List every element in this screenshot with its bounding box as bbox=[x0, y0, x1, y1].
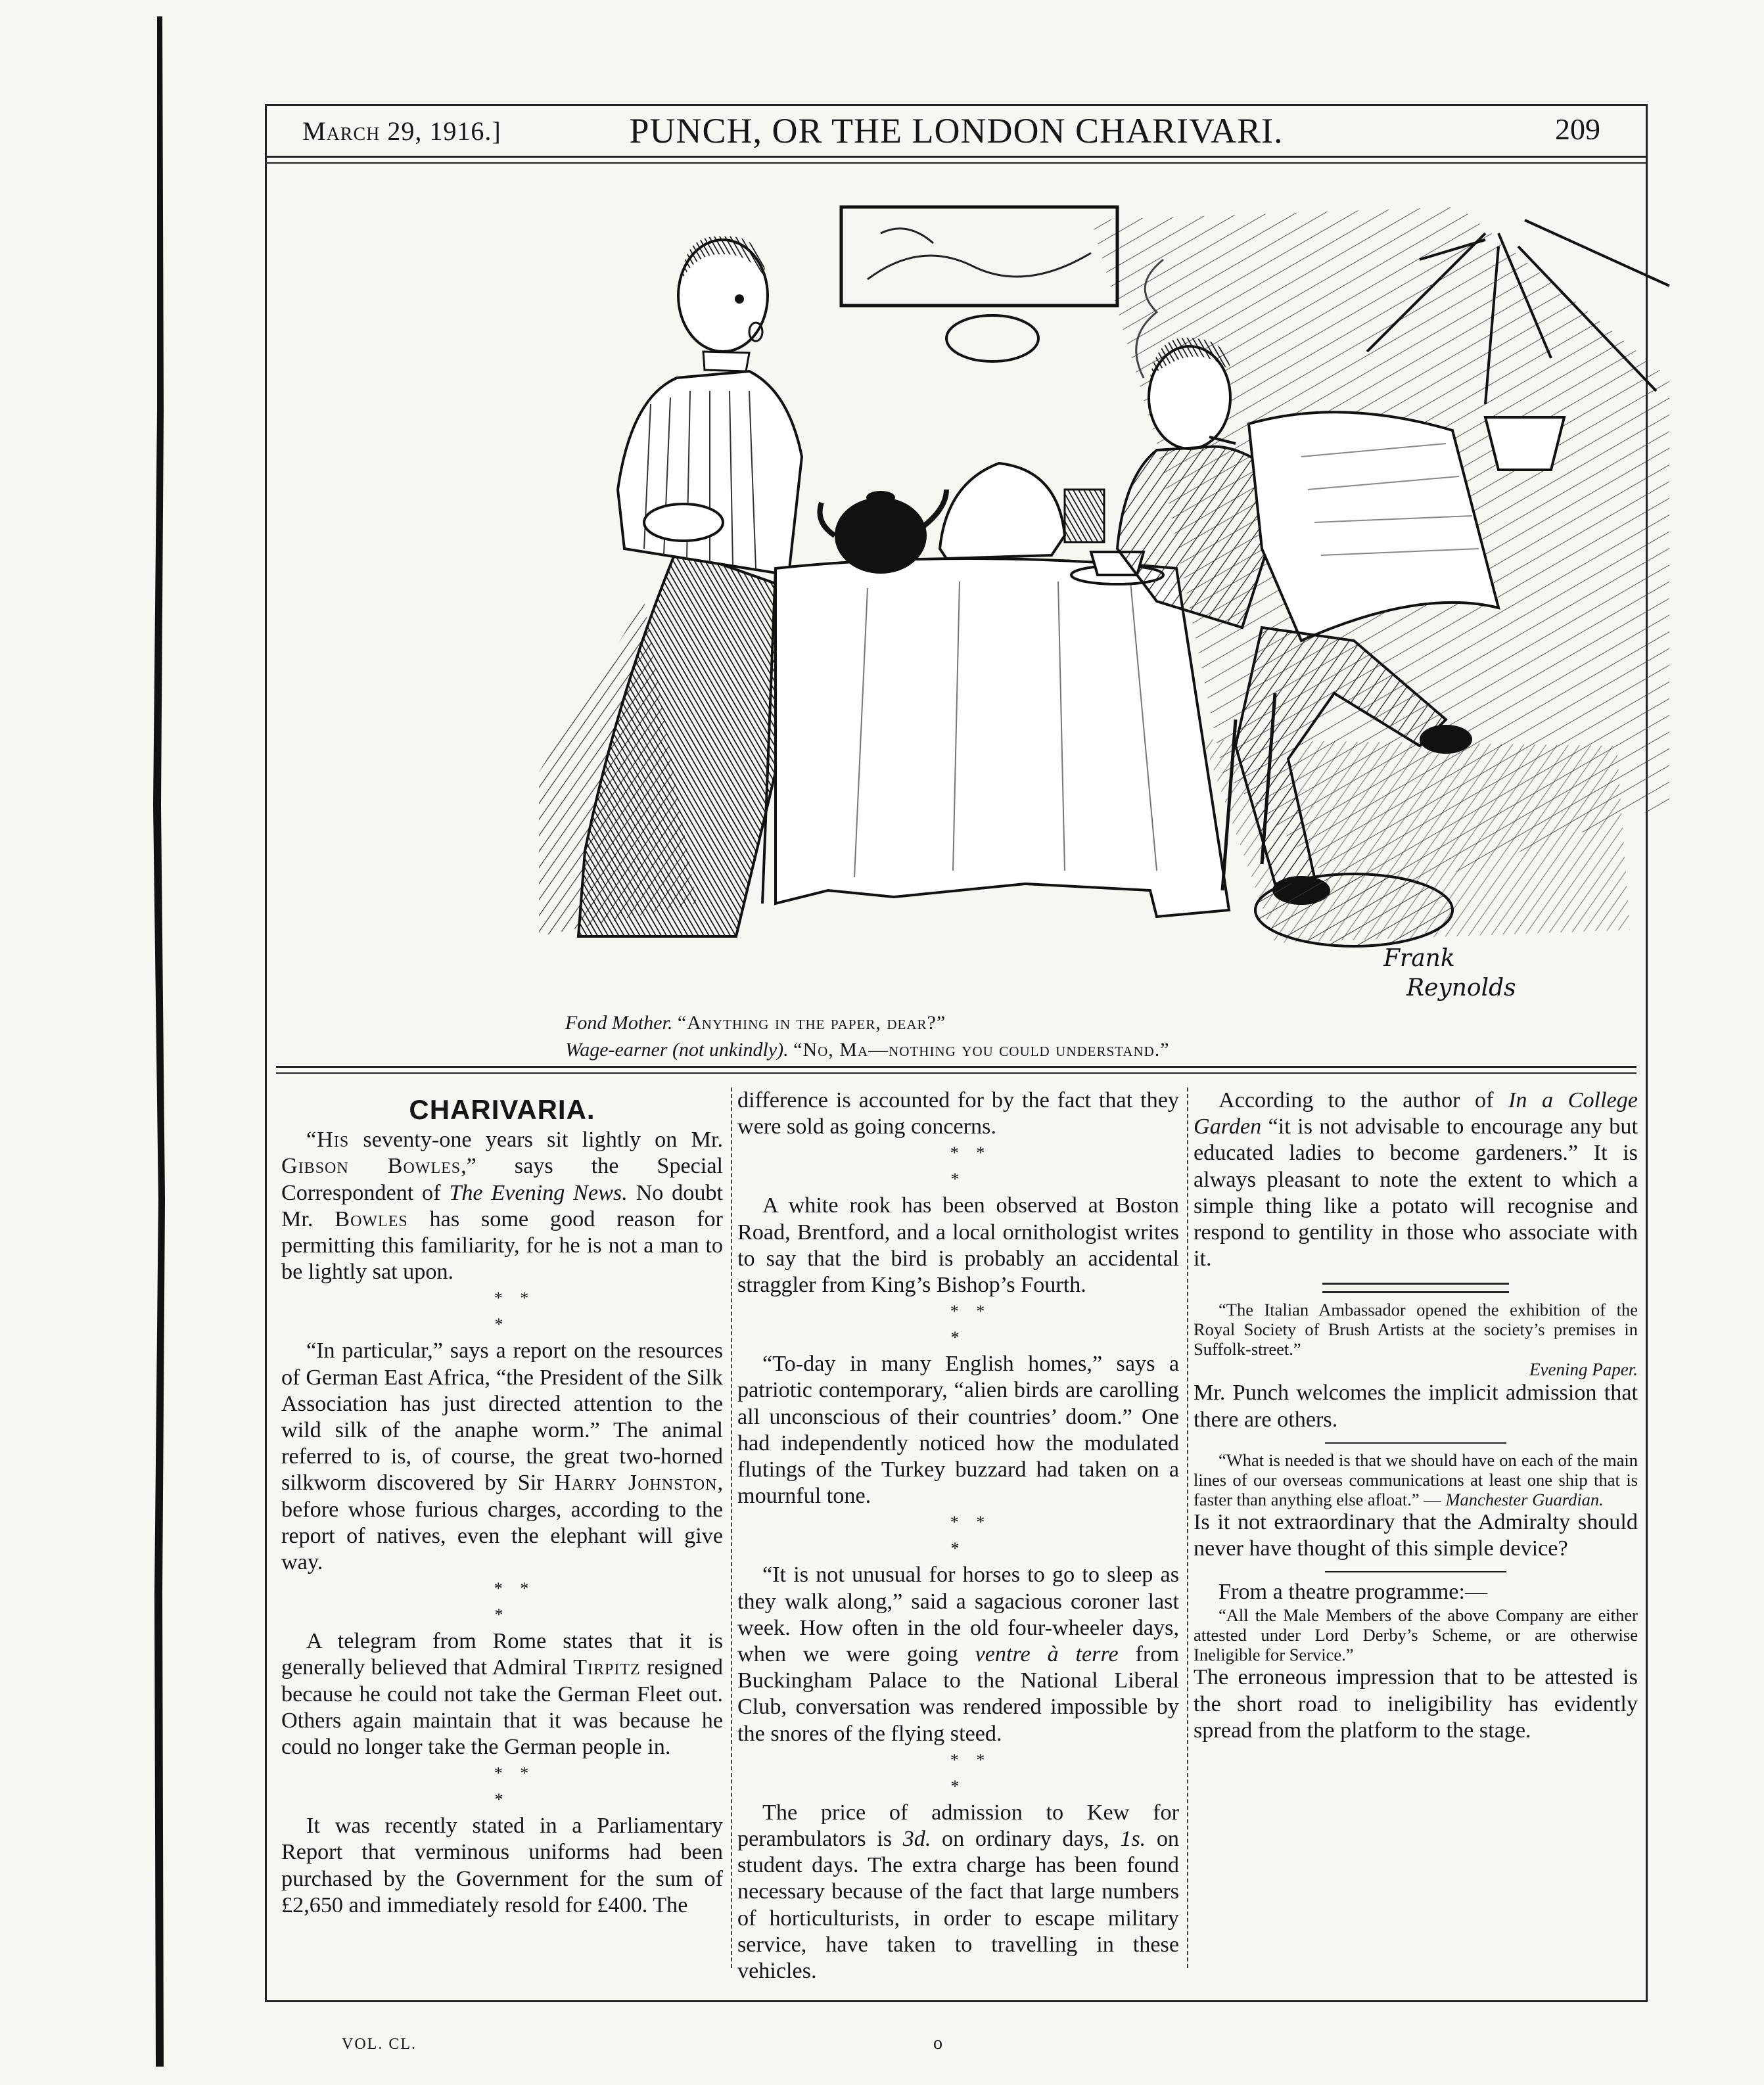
caption-speech-2: “No, Ma—nothing you could understand.” bbox=[793, 1039, 1170, 1061]
header-rule-1 bbox=[265, 156, 1648, 158]
artist-signature-line1: Frank bbox=[1383, 945, 1455, 972]
caption-speaker-1: Fond Mother. bbox=[565, 1012, 673, 1034]
asterism-divider: * * * bbox=[950, 1302, 992, 1348]
caption-rule-2 bbox=[276, 1072, 1636, 1074]
artist-signature-line2: Reynolds bbox=[1406, 974, 1516, 1001]
col2-paragraph-5: The price of admission to Kew for perambulators is 3d. on ordinary days, 1s. on student days. The extra charge has been found necessary because of the fact that large numbers of horticulturists, in order to escape military service, have taken to travelling in these vehicles. bbox=[737, 1800, 1180, 1984]
col1-paragraph-4: It was recently stated in a Parliamentary Report that verminous uniforms had been purchased by the Government for the sum of £2,650 and immediately resold for £400. The bbox=[281, 1814, 723, 1917]
asterism-divider: * * * bbox=[950, 1143, 992, 1189]
volume-marker: VOL. CL. bbox=[342, 2036, 417, 2053]
caption-speech-1: “Anything in the paper, dear?” bbox=[677, 1012, 946, 1034]
signature-mark: o bbox=[933, 2033, 942, 2053]
col3-paragraph-2: Mr. Punch welcomes the implicit admission that there are others. bbox=[1194, 1381, 1638, 1432]
section-double-rule bbox=[1322, 1283, 1509, 1293]
header-rule-2 bbox=[265, 162, 1648, 164]
asterism-divider: * * * bbox=[494, 1289, 536, 1335]
asterism-divider: * * * bbox=[950, 1513, 992, 1559]
column-3 bbox=[1194, 1088, 1638, 1744]
column-divider-2 bbox=[1187, 1088, 1188, 1968]
col1-paragraph-1: “His seventy-one years sit lightly on Mr. Gibson Bowles,” says the Special Correspondent of The Evening News. No doubt Mr. Bowles has some good reason for permitting this familiarity, for he is not a man to be lightly sat upon. bbox=[281, 1128, 723, 1285]
column-2 bbox=[737, 1088, 1179, 1984]
caption-line-2 bbox=[565, 1036, 1170, 1063]
cartoon-illustration bbox=[368, 181, 1676, 1022]
col3-paragraph-5: The erroneous impression that to be attested is the short road to ineligibility has evidently spread from the platform to the stage. bbox=[1194, 1665, 1638, 1743]
scan-binding-edge bbox=[148, 16, 172, 2067]
col3-quote-3: “All the Male Members of the above Company are either attested under Lord Derby’s Scheme, or are otherwise Ineligible for Service.” bbox=[1194, 1605, 1638, 1665]
caption-speaker-2: Wage-earner bbox=[565, 1039, 668, 1061]
issue-date: March 29, 1916.] bbox=[302, 116, 501, 146]
page-number: 209 bbox=[1555, 112, 1600, 146]
asterism-divider: * * * bbox=[494, 1764, 536, 1810]
col2-paragraph-2: A white rook has been observed at Boston Road, Brentford, and a local ornithologist writes to say that the bird is probably an accidental straggler from King’s Bishop’s Fourth. bbox=[737, 1193, 1179, 1298]
column-divider-1 bbox=[731, 1088, 732, 1968]
col3-paragraph-3: Is it not extraordinary that the Admiralty should never have thought of this simple device? bbox=[1194, 1509, 1638, 1561]
col1-paragraph-2: “In particular,” says a report on the resources of German East Africa, “the President of the Silk Association has just directed attention to the wild silk of the anaphe worm.” The animal referred to is, of course, the great two-horned silkworm discovered by Sir Harry Johnston, before whose furious charges, according to the report of natives, even the elephant will give way. bbox=[281, 1339, 723, 1575]
col2-paragraph-1: difference is accounted for by the fact that they were sold as going concerns. bbox=[737, 1088, 1179, 1139]
publication-title: PUNCH, OR THE LONDON CHARIVARI. bbox=[629, 111, 1284, 150]
section-heading-charivaria: CHARIVARIA. bbox=[409, 1094, 595, 1125]
running-header bbox=[265, 110, 1648, 154]
col3-paragraph-1: According to the author of In a College Garden “it is not advisable to encourage any but educated ladies to become gardeners.” It is always pleasant to note the extent to which a simple thing like a potato will recognise and respond to gentility in those who associate with it. bbox=[1194, 1088, 1638, 1272]
col3-quote-1-source: Evening Paper. bbox=[1529, 1360, 1638, 1380]
header-rule-top bbox=[265, 104, 1648, 106]
col3-quote-2: “What is needed is that we should have on each of the main lines of our overseas communications at least one ship that is faster than anything else afloat.” — Manchester Guardian. bbox=[1194, 1450, 1638, 1509]
caption-aside-2: (not unkindly). bbox=[672, 1039, 789, 1061]
col2-paragraph-4: “It is not unusual for horses to go to sleep as they walk along,” said a sagacious coroner last week. How often in the old four-wheeler days, when we were going ventre à terre from Buckingham Palace to the National Liberal Club, conversation was rendered impossible by the snores of the flying steed. bbox=[737, 1563, 1179, 1746]
col2-paragraph-3: “To-day in many English homes,” says a patriotic contemporary, “alien birds are carolling all unconscious of their countries’ doom.” One had independently noticed how the modulated flutings of the Turkey buzzard had taken on a mournful tone. bbox=[737, 1352, 1179, 1509]
asterism-divider: * * * bbox=[950, 1750, 992, 1796]
cartoon-caption bbox=[565, 1009, 1170, 1063]
col3-paragraph-4: From a theatre programme:— bbox=[1219, 1580, 1488, 1605]
col3-quote-1: “The Italian Ambassador opened the exhibition of the Royal Society of Brush Artists at the society’s premises in Suffolk-street.” bbox=[1194, 1300, 1638, 1360]
caption-line-1 bbox=[565, 1009, 1170, 1036]
col1-paragraph-3: A telegram from Rome states that it is generally believed that Admiral Tirpitz resigned because he could not take the German Fleet out. Others again maintain that it was because he could no longer take the German people in. bbox=[281, 1629, 723, 1760]
section-rule bbox=[1325, 1571, 1506, 1572]
asterism-divider: * * * bbox=[494, 1579, 536, 1625]
section-rule bbox=[1325, 1442, 1506, 1444]
caption-rule-1 bbox=[276, 1066, 1636, 1068]
column-1 bbox=[281, 1088, 723, 1919]
